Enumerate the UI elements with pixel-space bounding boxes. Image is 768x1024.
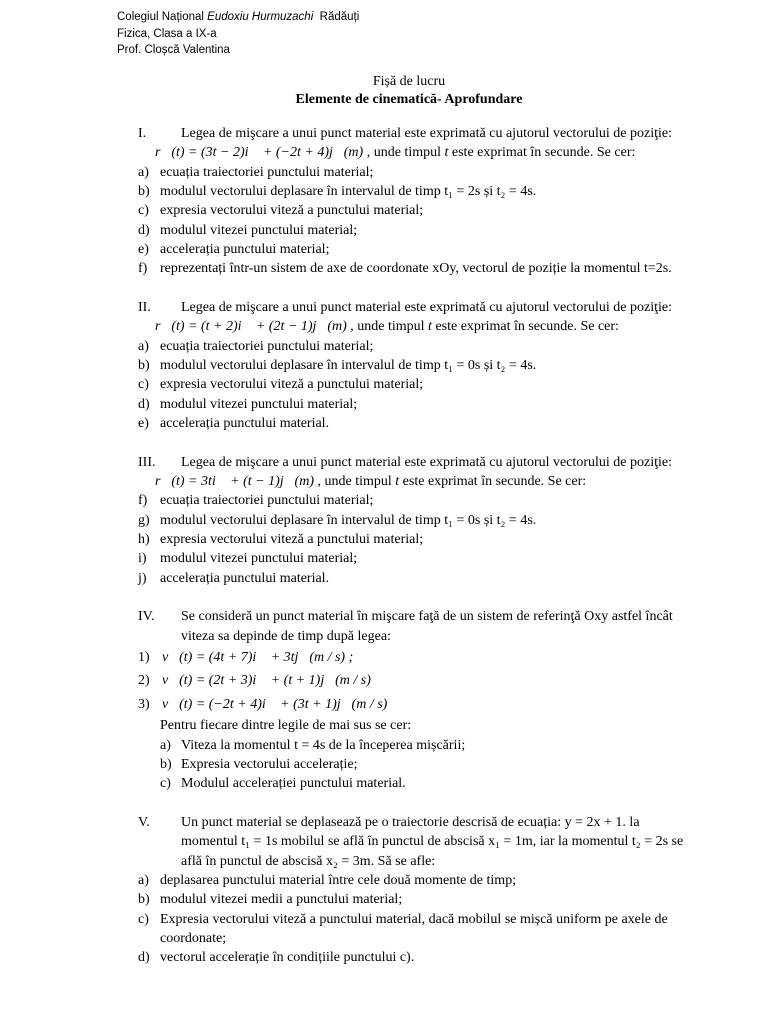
exercise-heading	[138, 607, 718, 626]
exercise-heading	[138, 124, 718, 143]
exercise-intro-continuation	[138, 852, 718, 871]
list-item	[138, 530, 718, 549]
time-variable: t	[428, 319, 432, 335]
item-label: a)	[160, 737, 171, 753]
law-label: 2)	[138, 673, 150, 689]
item-text: accelerația punctului material.	[160, 415, 330, 431]
exercise-intro-line: află în punctul de abscisă x₂ = 3m. Să se afle:	[181, 853, 436, 869]
list-item	[138, 871, 718, 890]
item-text: accelerația punctului material;	[160, 241, 330, 257]
item-label: e)	[138, 241, 149, 257]
exercise-number: V.	[138, 815, 150, 830]
section-spacer	[138, 588, 718, 607]
position-formula: r⃗(t) = (t + 2)i⃗ + (2t − 1)j⃗(m)	[155, 319, 347, 335]
list-item-continuation	[138, 929, 718, 948]
velocity-formula: v⃗(t) = (4t + 7)i⃗ + 3tj⃗(m / s) ;	[162, 649, 354, 665]
item-text: ecuația traiectoriei punctului material;	[160, 493, 374, 509]
velocity-law	[138, 669, 718, 693]
item-text: expresia vectorului viteză a punctului material;	[160, 531, 424, 547]
list-item	[138, 375, 718, 394]
exercise-number: II.	[138, 299, 151, 315]
school-line	[117, 9, 359, 26]
exercise-4	[138, 607, 718, 793]
item-label: b)	[138, 892, 150, 908]
document-header	[117, 9, 359, 59]
item-label: c)	[138, 911, 149, 927]
exercise-intro-continuation	[138, 832, 718, 851]
formula-note-end: este exprimat în secunde. Se cer:	[435, 319, 619, 335]
position-formula: r⃗(t) = (3t − 2)i⃗ + (−2t + 4)j⃗(m)	[155, 145, 364, 161]
item-text: ecuația traiectoriei punctului material;	[160, 164, 374, 180]
velocity-formula: v⃗(t) = (2t + 3)i⃗ + (t + 1)j⃗(m / s)	[162, 673, 371, 689]
section-spacer	[138, 279, 718, 298]
item-text: modulul vitezei punctului material;	[160, 396, 358, 412]
section-spacer	[138, 433, 718, 452]
exercise-number: III.	[138, 454, 156, 470]
item-label: j)	[138, 570, 147, 586]
teacher-line: Prof. Cloșcă Valentina	[117, 44, 230, 56]
list-item	[138, 549, 718, 568]
item-label: b)	[160, 757, 172, 773]
item-text: Expresia vectorului accelerație;	[181, 757, 358, 773]
item-label: g)	[138, 512, 150, 528]
item-text: modulul vitezei medii a punctului material;	[160, 892, 403, 908]
item-text: expresia vectorului viteză a punctului material;	[160, 377, 424, 393]
worksheet-topic: Elemente de cinematică- Aprofundare	[295, 92, 523, 107]
exercise-intro: Un punct material se deplasează pe o traiectorie descrisă de ecuația: y = 2x + 1. la	[181, 815, 640, 830]
item-text-continuation: coordonate;	[160, 930, 227, 946]
position-law-line	[138, 472, 718, 491]
school-city: Rădăuți	[319, 11, 360, 23]
exercise-intro: Legea de mişcare a unui punct material este exprimată cu ajutorul vectorului de poziţie:	[181, 454, 672, 470]
exercise-intro-continuation	[138, 627, 718, 646]
law-label: 3)	[138, 696, 150, 712]
formula-note-end: este exprimat în secunde. Se cer:	[402, 473, 587, 489]
item-text: Viteza la momentul t = 4s de la începerea mișcării;	[181, 737, 466, 753]
item-label: a)	[138, 872, 149, 888]
exercise-heading	[138, 453, 718, 472]
item-label: b)	[138, 183, 150, 199]
school-name: Eudoxiu Hurmuzachi	[207, 11, 314, 23]
exercise-heading	[138, 298, 718, 317]
document-title	[138, 73, 680, 109]
exercise-intro: Se consideră un punct material în mişcare faţă de un sistem de referinţă Oxy astfel încât	[181, 609, 673, 625]
item-text: Expresia vectorului viteză a punctului material, dacă mobilul se mișcă uniform pe axele de	[160, 911, 668, 927]
subject-line: Fizica, Clasa a IX-a	[117, 27, 217, 40]
list-item	[138, 491, 718, 510]
worksheet-kind: Fișă de lucru	[372, 74, 446, 89]
item-label: c)	[138, 377, 149, 393]
exercise-intro-line: viteza sa depinde de timp după legea:	[181, 628, 391, 644]
item-text: accelerația punctului material.	[160, 570, 330, 586]
item-text: modulul vitezei punctului material;	[160, 551, 358, 567]
item-text: modulul vectorului deplasare în intervalul de timp t₁ = 2s și t₂ = 4s.	[160, 183, 537, 199]
list-item	[138, 356, 718, 375]
item-label: e)	[138, 415, 149, 431]
exercise-2	[138, 298, 718, 433]
formula-note-start: , unde timpul	[350, 319, 425, 335]
exercise-1	[138, 124, 718, 279]
list-item	[138, 414, 718, 433]
exercise-number: IV.	[138, 609, 155, 625]
position-law	[155, 143, 635, 162]
request-text: Pentru fiecare dintre legile de mai sus se cer:	[160, 718, 412, 734]
item-label: c)	[138, 203, 149, 219]
item-label: a)	[138, 338, 149, 354]
item-label: d)	[138, 222, 150, 238]
item-text: ecuația traiectoriei punctului material;	[160, 338, 374, 354]
law-label: 1)	[138, 649, 150, 665]
list-item	[138, 569, 718, 588]
velocity-formula: v⃗(t) = (−2t + 4)i⃗ + (3t + 1)j⃗(m / s)	[162, 696, 388, 712]
list-item	[138, 201, 718, 220]
velocity-law	[138, 693, 718, 717]
list-item	[138, 755, 718, 774]
exercise-intro: Legea de mişcare a unui punct material este exprimată cu ajutorul vectorului de poziţie:	[181, 299, 672, 315]
exercise-5	[138, 813, 718, 968]
formula-note-start: , unde timpul	[366, 145, 441, 161]
item-text: reprezentați într-un sistem de axe de coordonate xOy, vectorul de poziție la momentul t=2s.	[160, 261, 672, 277]
item-text: modulul vectorului deplasare în intervalul de timp t₁ = 0s și t₂ = 4s.	[160, 357, 537, 373]
list-item	[138, 240, 718, 259]
list-item	[138, 910, 718, 929]
list-item	[138, 948, 718, 967]
list-item	[138, 337, 718, 356]
formula-note-start: , unde timpul	[317, 473, 392, 489]
exercise-number: I.	[138, 126, 147, 141]
item-label: d)	[138, 396, 150, 412]
item-text: deplasarea punctului material între cele două momente de timp;	[160, 872, 517, 888]
position-law	[155, 472, 586, 491]
item-label: b)	[138, 357, 150, 373]
section-spacer	[138, 794, 718, 813]
item-text: vectorul accelerație în condițiile punctului c).	[160, 950, 415, 966]
position-law-line	[138, 143, 718, 162]
item-label: c)	[160, 776, 171, 792]
time-variable: t	[395, 473, 400, 489]
request-line	[138, 716, 718, 735]
list-item	[138, 395, 718, 414]
item-label: a)	[138, 164, 149, 180]
exercise-3	[138, 453, 718, 588]
item-label: d)	[138, 950, 150, 966]
formula-note-end: este exprimat în secunde. Se cer:	[451, 145, 636, 161]
list-item	[138, 163, 718, 182]
exercise-list	[138, 124, 718, 968]
velocity-law	[138, 646, 718, 670]
school-prefix: Colegiul Național	[117, 11, 204, 23]
item-text: Modulul accelerației punctului material.	[181, 776, 406, 792]
item-text: expresia vectorului viteză a punctului material;	[160, 203, 424, 219]
position-formula: r⃗(t) = 3ti⃗ + (t − 1)j⃗(m)	[155, 473, 314, 489]
exercise-heading	[138, 813, 718, 832]
position-law	[155, 317, 619, 336]
list-item	[138, 774, 718, 793]
list-item	[138, 221, 718, 240]
item-label: f)	[138, 261, 148, 277]
list-item	[138, 182, 718, 201]
exercise-intro-line: momentul t₁ = 1s mobilul se află în punctul de abscisă x₁ = 1m, iar la momentul t₂ = 2s se	[181, 834, 684, 850]
position-law-line	[138, 317, 718, 336]
list-item	[138, 511, 718, 530]
item-text: modulul vectorului deplasare în intervalul de timp t₁ = 0s și t₂ = 4s.	[160, 512, 537, 528]
list-item	[138, 890, 718, 909]
list-item	[138, 259, 718, 278]
item-text: modulul vitezei punctului material;	[160, 222, 358, 238]
item-label: i)	[138, 551, 147, 567]
item-label: f)	[138, 493, 148, 509]
item-label: h)	[138, 531, 150, 547]
exercise-intro: Legea de mişcare a unui punct material este exprimată cu ajutorul vectorului de poziţie:	[181, 126, 672, 141]
time-variable: t	[444, 145, 449, 161]
list-item	[138, 736, 718, 755]
